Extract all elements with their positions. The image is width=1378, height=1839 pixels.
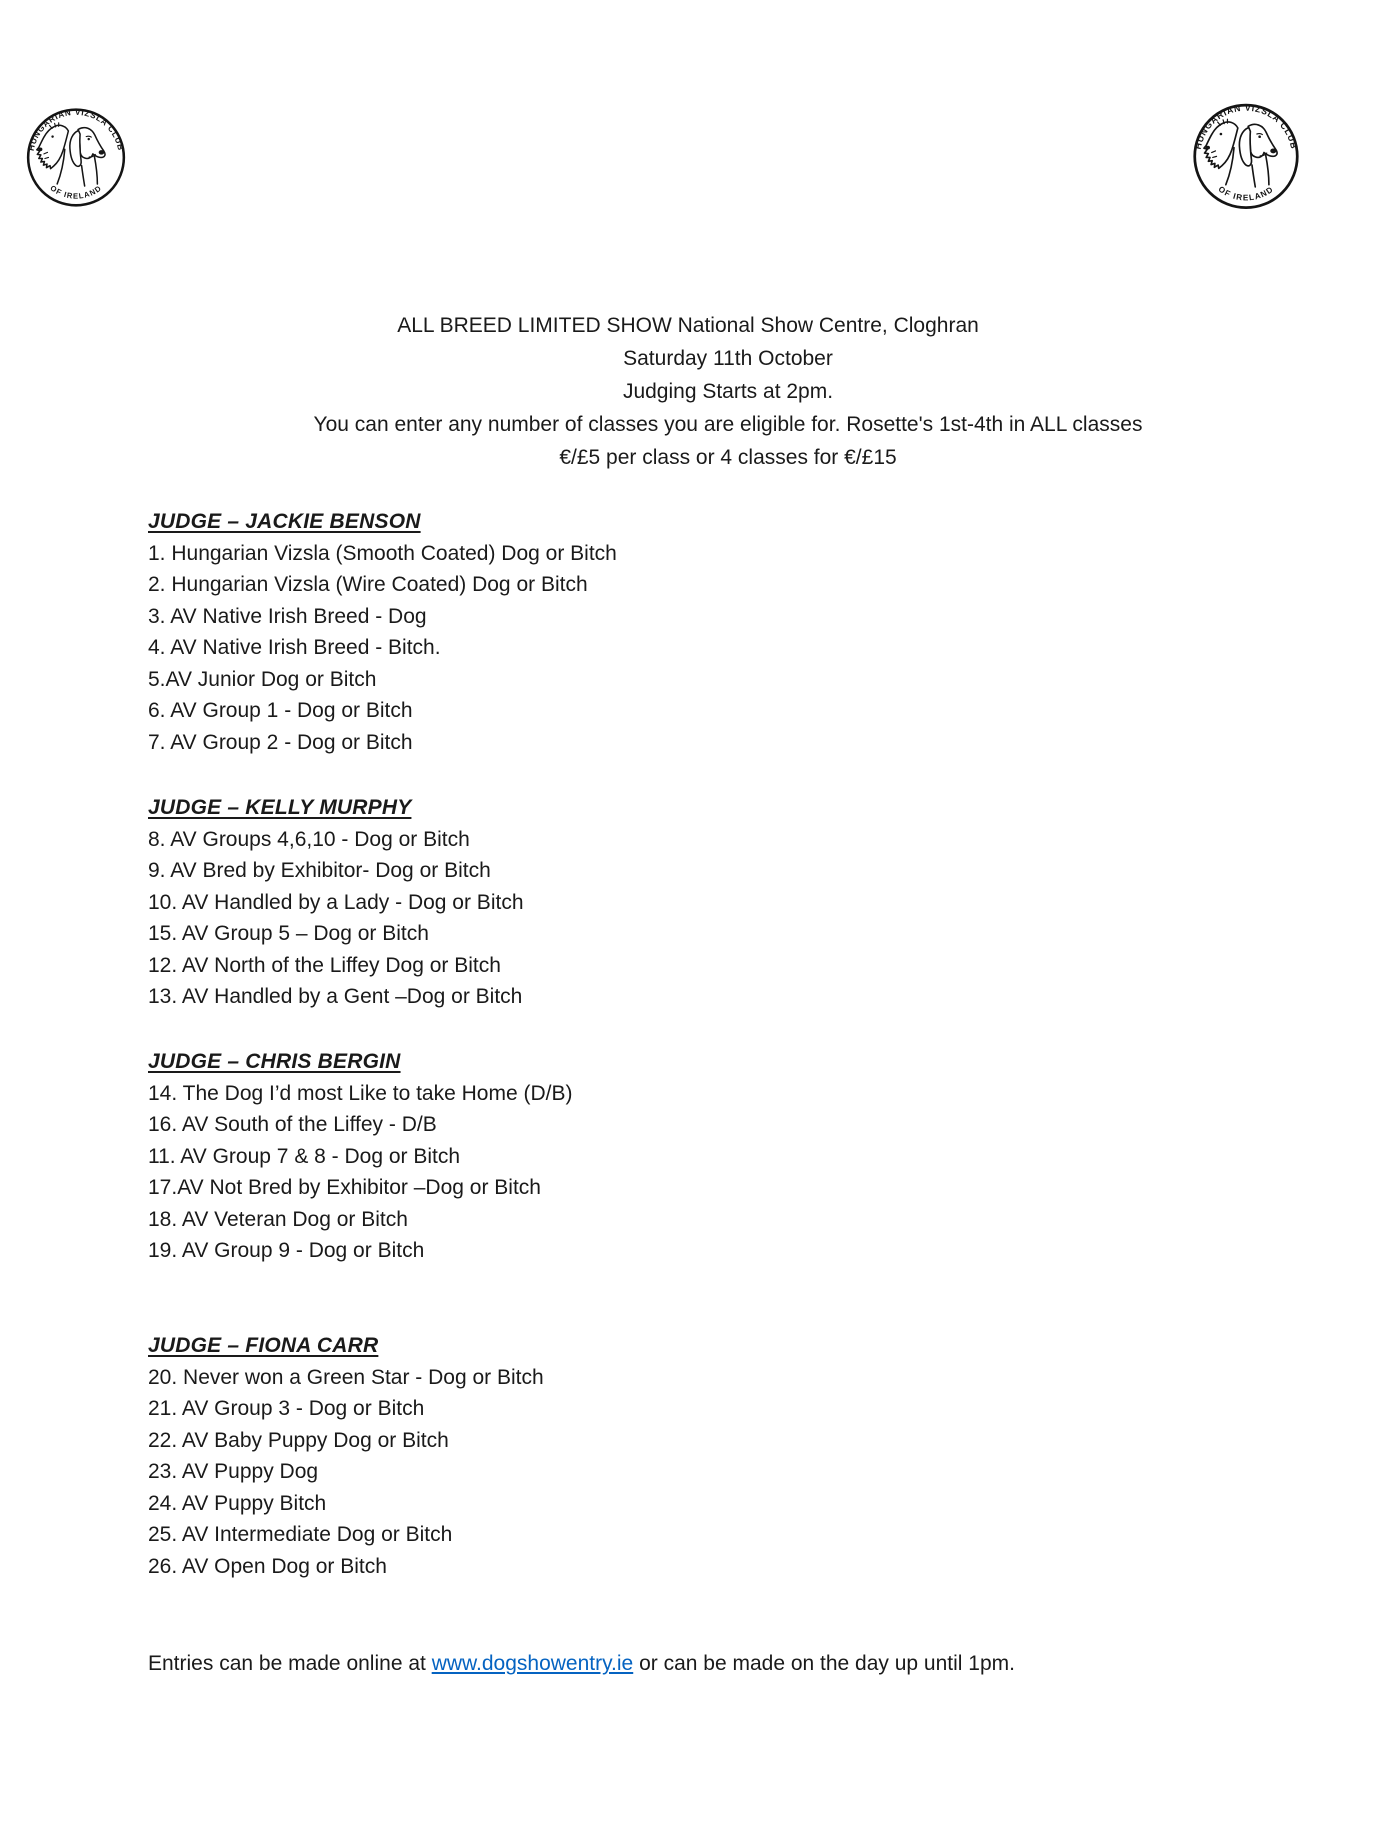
show-title: ALL BREED LIMITED SHOW National Show Centre, Cloghran: [397, 314, 979, 337]
judge-heading: JUDGE – FIONA CARR: [148, 1334, 379, 1357]
entry-fees: €/£5 per class or 4 classes for €/£15: [559, 446, 897, 469]
class-item: 3. AV Native Irish Breed - Dog: [148, 604, 427, 628]
class-item: 19. AV Group 9 - Dog or Bitch: [148, 1239, 425, 1262]
judge-heading: JUDGE – KELLY MURPHY: [148, 796, 412, 819]
judge-section-fiona-carr: [148, 1330, 544, 1582]
judge-section-chris-bergin: [148, 1046, 572, 1267]
class-item: 25. AV Intermediate Dog or Bitch: [148, 1523, 453, 1546]
class-item: 15. AV Group 5 – Dog or Bitch: [148, 922, 429, 945]
class-item: 12. AV North of the Liffey Dog or Bitch: [148, 953, 501, 977]
entries-note-pre: Entries can be made online at: [148, 1652, 432, 1675]
class-item: 5.AV Junior Dog or Bitch: [148, 667, 377, 691]
class-item: 23. AV Puppy Dog: [148, 1460, 319, 1483]
show-date: Saturday 11th October: [623, 347, 833, 370]
logo-top-text: HUNGARIAN VIZSLA CLUB: [26, 107, 126, 152]
class-item: 16. AV South of the Liffey - D/B: [148, 1113, 437, 1136]
entries-note-post: or can be made on the day up until 1pm.: [633, 1652, 1015, 1675]
class-item: 26. AV Open Dog or Bitch: [148, 1554, 387, 1578]
class-item: 13. AV Handled by a Gent –Dog or Bitch: [148, 985, 523, 1008]
class-item: 24. AV Puppy Bitch: [148, 1491, 327, 1515]
class-item: 4. AV Native Irish Breed - Bitch.: [148, 636, 441, 659]
class-item: 1. Hungarian Vizsla (Smooth Coated) Dog or Bitch: [148, 541, 617, 565]
class-item: 2. Hungarian Vizsla (Wire Coated) Dog or Bitch: [148, 573, 588, 596]
class-item: 11. AV Group 7 & 8 - Dog or Bitch: [148, 1144, 461, 1168]
club-logo-right: [1186, 80, 1306, 236]
logo-top-text: HUNGARIAN VIZSLA CLUB: [1192, 102, 1300, 151]
judge-heading: JUDGE – JACKIE BENSON: [148, 510, 421, 533]
logo-bottom-text: OF IRELAND: [1216, 184, 1276, 203]
class-item: 8. AV Groups 4,6,10 - Dog or Bitch: [148, 827, 470, 851]
club-logo-left: [20, 84, 132, 234]
logo-bottom-text: OF IRELAND: [48, 183, 104, 201]
smooth-vizsla-head-icon: [70, 128, 105, 186]
class-item: 18. AV Veteran Dog or Bitch: [148, 1207, 408, 1231]
class-item: 17.AV Not Bred by Exhibitor –Dog or Bitch: [148, 1176, 541, 1199]
class-item: 10. AV Handled by a Lady - Dog or Bitch: [148, 890, 524, 914]
class-item: 6. AV Group 1 - Dog or Bitch: [148, 699, 413, 722]
judge-section-jackie-benson: [148, 506, 617, 758]
judge-section-kelly-murphy: [148, 792, 524, 1013]
show-header: [128, 309, 1328, 474]
dogshowentry-link[interactable]: www.dogshowentry.ie: [431, 1652, 634, 1675]
entries-note: [148, 1648, 1015, 1680]
class-item: 9. AV Bred by Exhibitor- Dog or Bitch: [148, 859, 491, 882]
class-item: 21. AV Group 3 - Dog or Bitch: [148, 1397, 425, 1420]
class-item: 20. Never won a Green Star - Dog or Bitch: [148, 1365, 544, 1389]
smooth-vizsla-head-icon: [1239, 124, 1277, 187]
judging-time: Judging Starts at 2pm.: [622, 380, 834, 403]
class-item: 7. AV Group 2 - Dog or Bitch: [148, 730, 413, 754]
class-item: 22. AV Baby Puppy Dog or Bitch: [148, 1428, 449, 1452]
class-item: 14. The Dog I’d most Like to take Home (D/B): [148, 1081, 573, 1105]
entry-rules: You can enter any number of classes you are eligible for. Rosette's 1st-4th in ALL classes: [313, 413, 1143, 436]
judge-heading: JUDGE – CHRIS BERGIN: [148, 1050, 401, 1073]
